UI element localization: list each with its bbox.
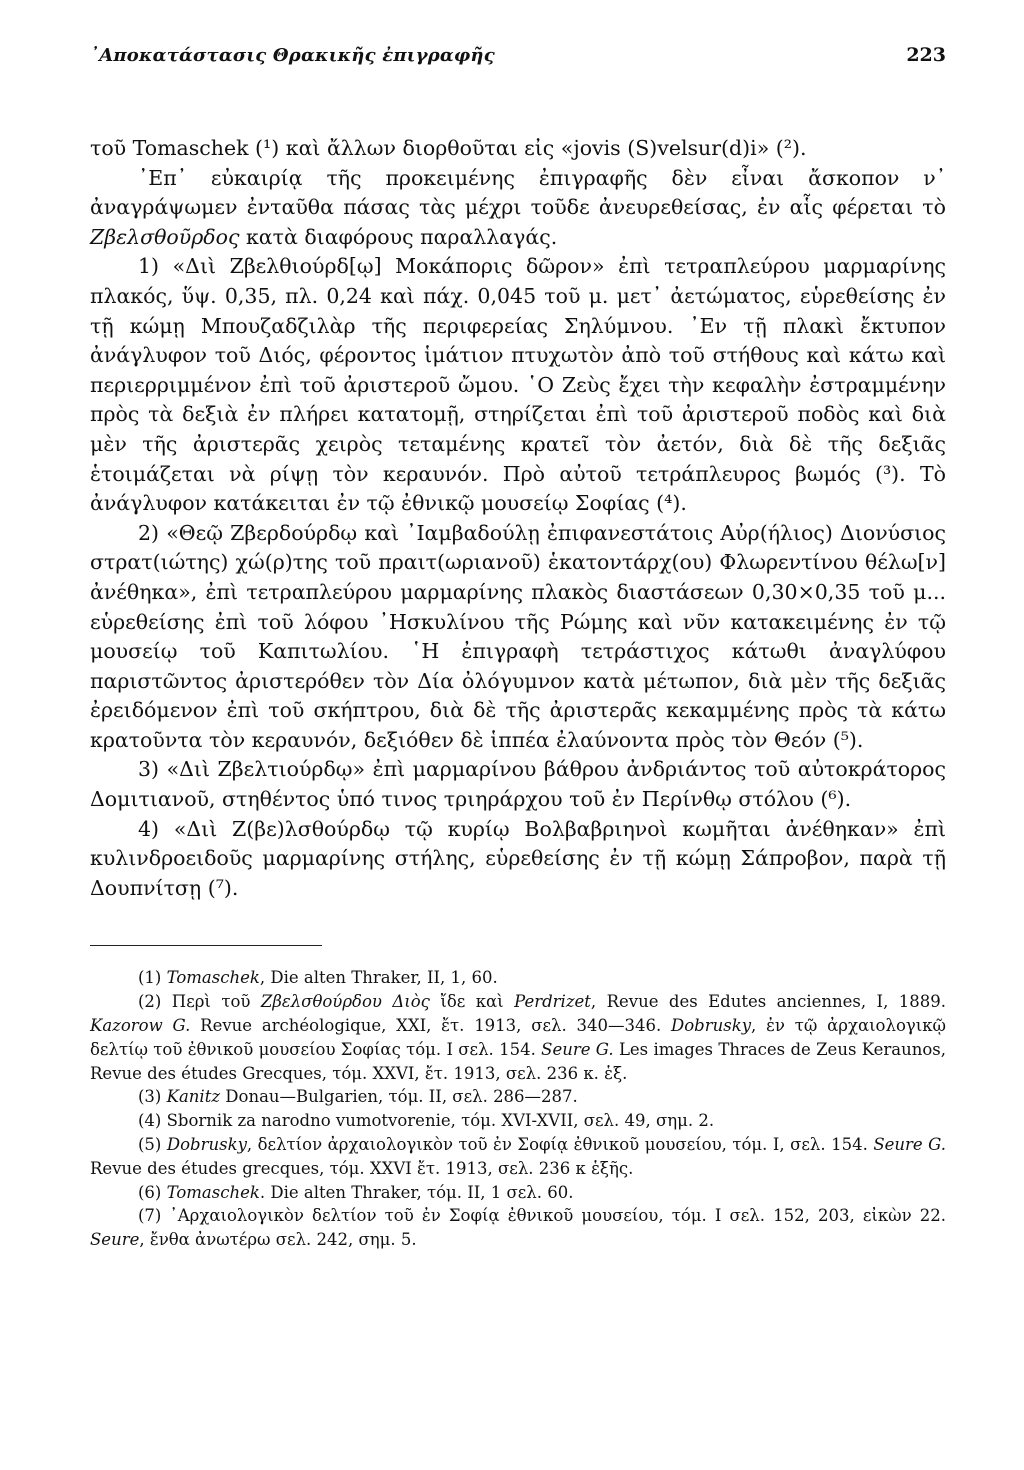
footnote-text: (3) xyxy=(138,1087,167,1107)
footnote-text: (4) Sbornik za narodno vumotvorenie, τόμ. XVI-XVII, σελ. 49, σημ. 2. xyxy=(138,1111,715,1131)
footnote-text: (6) xyxy=(138,1182,167,1202)
footnote-text: (5) xyxy=(138,1135,167,1155)
footnote-citation-name: Perdrizet xyxy=(514,992,591,1012)
footnote-6 xyxy=(90,1181,946,1205)
footnote-text: , ἔνθα ἀνωτέρω σελ. 242, σημ. 5. xyxy=(139,1230,417,1250)
footnote-text: , Die alten Thraker, II, 1, 60. xyxy=(259,968,498,988)
footnote-citation-name: Kazorow G. xyxy=(90,1016,191,1036)
paragraph-inscription-3: 3) «Διὶ Ζβελτιούρδῳ» ἐπὶ μαρμαρίνου βάθρου ἀνδριάντος τοῦ αὐτοκράτορος Δομιτιανοῦ, στηθέντος ὑπό τινος τριηράρχου τοῦ ἐν Περίνθῳ στόλου (⁶). xyxy=(90,757,946,812)
paragraph-intro: ᾿Επ᾿ εὐκαιρίᾳ τῆς προκειμένης ἐπιγραφῆς δὲν εἶναι ἄσκοπον ν᾿ ἀναγράψωμεν ἐνταῦθα πάσας τὰς μέχρι τοῦδε ἀνευρεθείσας, ἐν αἷς φέρεται τὸ Ζβελσθοῦρδος κατὰ διαφόρους παραλλαγάς. xyxy=(90,165,946,249)
footnote-citation-name: Dobrusky xyxy=(166,1135,247,1155)
page xyxy=(90,44,946,1444)
footnote-citation-name: Tomaschek xyxy=(166,968,260,988)
footnote-citation-name: Seure G. xyxy=(873,1135,946,1155)
footnote-1 xyxy=(90,966,946,990)
footnote-citation-name: Tomaschek xyxy=(166,1182,260,1202)
footnote-text: (2) Περὶ τοῦ xyxy=(138,992,261,1012)
footnote-7 xyxy=(90,1204,946,1252)
running-head xyxy=(90,44,946,84)
footnote-text: Revue archéologique, XXI, ἔτ. 1913, σελ. 340—346. xyxy=(190,1016,672,1036)
footnote-citation-name: Dobrusky xyxy=(671,1016,752,1036)
italic-term: Ζβελσθοῦρδος xyxy=(90,224,240,249)
paragraph-inscription-1: 1) «Διὶ Ζβελθιούρδ[ῳ] Μοκάπορις δῶρον» ἐπὶ τετραπλεύρου μαρμαρίνης πλακός, ὕψ. 0,35, πλ. 0,24 καὶ πάχ. 0,045 τοῦ μ. μετ᾿ ἀετώματος, εὑρεθείσης ἐν τῇ κώμῃ Μπουζαδζιλὰρ τῆς περιφερείας Σηλύμνου. ᾿Εν τῇ πλακὶ ἔκτυπον ἀνάγλυφον τοῦ Διός, φέροντος ἱμάτιον πτυχωτὸν ἀπὸ τοῦ στήθους καὶ κάτω καὶ περιερριμμένον ἐπὶ τοῦ ἀριστεροῦ ὤμου. ῾Ο Ζεὺς ἔχει τὴν κεφαλὴν ἐστραμμένην πρὸς τὰ δεξιὰ ἐν πλήρει κατατομῇ, στηρίζεται ἐπὶ τοῦ ἀριστεροῦ ποδὸς καὶ διὰ μὲν τῆς ἀριστερᾶς χειρὸς τεταμένης κρατεῖ τὸν ἀετόν, διὰ δὲ τῆς δεξιᾶς ἑτοιμάζεται νὰ ρίψῃ τὸν κεραυνόν. Πρὸ αὐτοῦ τετράπλευρος βωμός (³). Τὸ ἀνάγλυφον κατάκειται ἐν τῷ ἐθνικῷ μουσείῳ Σοφίας (⁴). xyxy=(90,254,946,516)
footnote-citation-name: Seure xyxy=(90,1230,140,1250)
footnote-citation-name: Seure G. xyxy=(541,1039,614,1059)
paragraph-inscription-4: 4) «Διὶ Ζ(βε)λσθούρδῳ τῷ κυρίῳ Βολβαβριηνοὶ κωμῆται ἀνέθηκαν» ἐπὶ κυλινδροειδοῦς μαρμαρίνης στήλης, εὑρεθείσης ἐν τῇ κώμῃ Σάπροβον, παρὰ τῇ Δουπνίτσῃ (⁷). xyxy=(90,816,946,900)
footnote-text: , δελτίον ἀρχαιολογικὸν τοῦ ἐν Σοφίᾳ ἐθνικοῦ μουσείου, τόμ. I, σελ. 154. xyxy=(246,1135,874,1155)
footnote-text: , Revue des Edutes anciennes, I, 1889. xyxy=(590,992,946,1012)
footnote-text: ἴδε καὶ xyxy=(429,992,515,1012)
footnote-5 xyxy=(90,1133,946,1181)
footnote-citation-name: Ζβελσθούρδου Διὸς xyxy=(260,992,430,1012)
footnote-text: (7) ᾿Αρχαιολογικὸν δελτίον τοῦ ἐν Σοφίᾳ ἐθνικοῦ μουσείου, τόμ. I σελ. 152, 203, εἰκὼν 22. xyxy=(138,1206,946,1226)
footnote-text: . Die alten Thraker, τόμ. II, 1 σελ. 60. xyxy=(259,1182,574,1202)
running-title: ᾿Αποκατάστασις Θρακικῆς ἐπιγραφῆς xyxy=(90,45,495,66)
body-text xyxy=(90,134,946,903)
footnote-text: Les images Thraces de Zeus Keraunos, Revue des études Grecques, τόμ. XXVI, ἔτ. 1913, σελ. 236 κ. ἑξ. xyxy=(90,1039,946,1083)
footnote-text: Donau—Bulgarien, τόμ. II, σελ. 286—287. xyxy=(220,1087,578,1107)
footnote-2 xyxy=(90,990,946,1085)
footnote-citation-name: Kanitz xyxy=(166,1087,221,1107)
footnote-text: Revue des études grecques, τόμ. XXVI ἔτ. 1913, σελ. 236 κ ἑξῆς. xyxy=(90,1158,634,1178)
footnote-text: , ἐν τῷ ἀρχαιολογικῷ δελτίῳ τοῦ ἐθνικοῦ μουσείου Σοφίας τόμ. I σελ. 154. xyxy=(90,1016,946,1059)
paragraph-continuation: τοῦ Tomaschek (¹) καὶ ἄλλων διορθοῦται εἰς «jovis (S)velsur(d)i» (²). xyxy=(90,136,807,160)
footnote-divider xyxy=(90,945,322,946)
footnote-text: (1) xyxy=(138,968,167,988)
footnote-3 xyxy=(90,1085,946,1109)
footnote-4 xyxy=(90,1109,946,1133)
paragraph-inscription-2: 2) «Θεῷ Ζβερδούρδῳ καὶ ᾿Ιαμβαδούλῃ ἐπιφανεστάτοις Αὐρ(ήλιος) Διονύσιος στρατ(ιώτης) χώ(ρ)της τοῦ πραιτ(ωριανοῦ) ἑκατοντάρχ(ου) Φλωρεντίνου θέλω[ν] ἀνέθηκα», ἐπὶ τετραπλεύρου μαρμαρίνης πλακὸς διαστάσεων 0,30×0,35 τοῦ μ... εὑρεθείσης ἐπὶ τοῦ λόφου ᾿Ησκυλίνου τῆς Ρώμης καὶ νῦν κατακειμένης ἐν τῷ μουσείῳ τοῦ Καπιτωλίου. ῾Η ἐπιγραφὴ τετράστιχος κάτωθι ἀναγλύφου παριστῶντος ἀριστερόθεν τὸν Δία ὀλόγυμνον κατὰ μέτωπον, διὰ μὲν τῆς δεξιᾶς ἐρειδόμενον ἐπὶ τοῦ σκήπτρου, διὰ δὲ τῆς ἀριστερᾶς κεκαμμένης πρὸς τὰ κάτω κρατοῦντα τὸν κεραυνόν, δεξιόθεν δὲ ἱππέα ἐλαύνοντα πρὸς τὸν Θεόν (⁵). xyxy=(90,520,946,752)
footnotes xyxy=(90,966,946,1252)
page-number: 223 xyxy=(906,44,946,66)
